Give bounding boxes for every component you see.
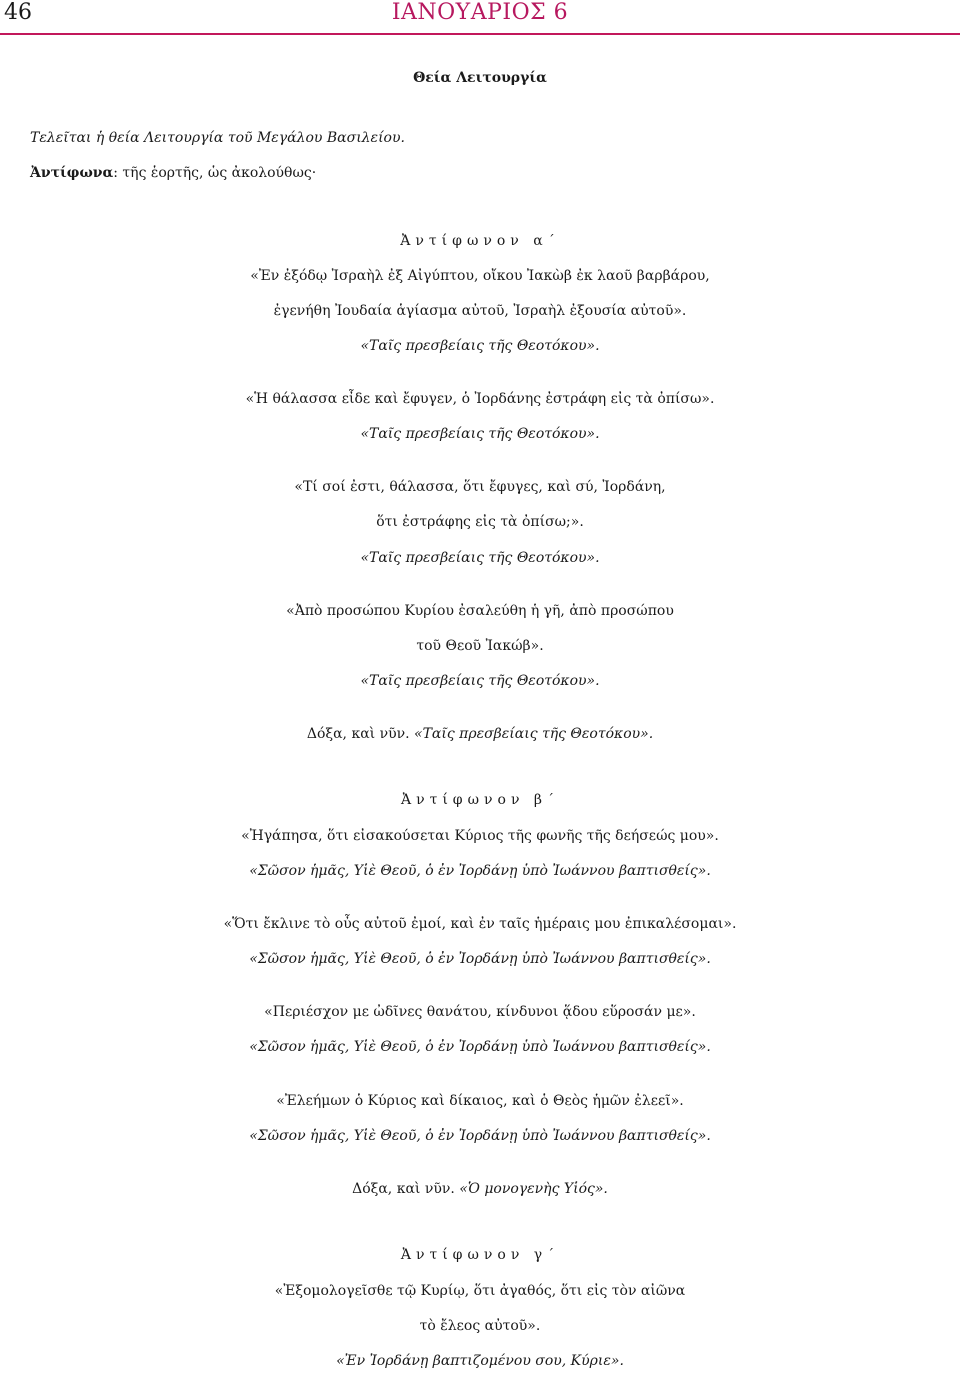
- refrain: «Σῶσον ἡμᾶς, Υἱὲ Θεοῦ, ὁ ἐν Ἰορδάνῃ ὑπὸ Ἰωάννου βαπτισθείς».: [249, 863, 711, 879]
- verse: «Ἀπὸ προσώπου Κυρίου ἐσαλεύθη ἡ γῆ, ἀπὸ προσώπου: [286, 603, 674, 619]
- header-rule: [0, 33, 960, 35]
- doxa-line: [0, 719, 960, 749]
- page-number: 46: [4, 0, 32, 25]
- verse: «Ὅτι ἔκλινε τὸ οὖς αὐτοῦ ἐμοί, καὶ ἐν ταῖς ἡμέραις μου ἐπικαλέσομαι».: [223, 916, 737, 932]
- verse: «Ἐλεήμων ὁ Κύριος καὶ δίκαιος, καὶ ὁ Θεὸς ἡμῶν ἐλεεῖ».: [276, 1093, 684, 1109]
- verse: ἐγενήθη Ἰουδαία ἁγίασμα αὐτοῦ, Ἰσραὴλ ἐξουσία αὐτοῦ».: [273, 303, 687, 319]
- doxa: Δόξα, καὶ νῦν.: [306, 726, 410, 742]
- refrain: «Σῶσον ἡμᾶς, Υἱὲ Θεοῦ, ὁ ἐν Ἰορδάνῃ ὑπὸ Ἰωάννου βαπτισθείς».: [249, 1039, 711, 1055]
- verse: τοῦ Θεοῦ Ἰακώβ».: [416, 638, 544, 654]
- antiphon-3-heading: Ἀντίφωνον γ΄: [400, 1247, 560, 1263]
- doxa-line: [0, 1174, 960, 1204]
- verse: «Ἐν ἐξόδῳ Ἰσραὴλ ἐξ Αἰγύπτου, οἴκου Ἰακὼβ ἐκ λαοῦ βαρβάρου,: [250, 268, 710, 284]
- antifona-label: Ἀντίφωνα: [30, 165, 114, 181]
- page-header: [0, 0, 960, 38]
- refrain: «Ταῖς πρεσβείαις τῆς Θεοτόκου».: [360, 426, 600, 442]
- refrain: «Ἐν Ἰορδάνῃ βαπτιζομένου σου, Κύριε».: [336, 1353, 624, 1369]
- refrain: «Ταῖς πρεσβείαις τῆς Θεοτόκου».: [360, 550, 600, 566]
- antifona-rest: : τῆς ἑορτῆς, ὡς ἀκολούθως·: [113, 165, 317, 181]
- verse: «Ἠγάπησα, ὅτι εἰσακούσεται Κύριος τῆς φωνῆς τῆς δεήσεώς μου».: [241, 828, 719, 844]
- verse: ὅτι ἐστράφης εἰς τὰ ὀπίσω;».: [376, 514, 584, 530]
- doxa-refrain: «Ταῖς πρεσβείαις τῆς Θεοτόκου».: [414, 726, 654, 742]
- verse: «Ἡ θάλασσα εἶδε καὶ ἔφυγεν, ὁ Ἰορδάνης ἐστράφη εἰς τὰ ὀπίσω».: [245, 391, 715, 407]
- doxa: Δόξα, καὶ νῦν.: [352, 1181, 455, 1197]
- antiphon-1-heading: Ἀντίφωνον α΄: [400, 233, 560, 249]
- refrain: «Ταῖς πρεσβείαις τῆς Θεοτόκου».: [360, 338, 600, 354]
- verse: «Ἐξομολογεῖσθε τῷ Κυρίῳ, ὅτι ἀγαθός, ὅτι εἰς τὸν αἰῶνα: [274, 1283, 686, 1299]
- refrain: «Ταῖς πρεσβείαις τῆς Θεοτόκου».: [360, 673, 600, 689]
- intro-line: Τελεῖται ἡ θεία Λειτουργία τοῦ Μεγάλου Βασιλείου.: [30, 130, 405, 146]
- verse: «Περιέσχον με ὠδῖνες θανάτου, κίνδυνοι ᾅδου εὕροσάν με».: [264, 1004, 696, 1020]
- doxa-refrain: «Ὁ μονογενὴς Υἱός».: [459, 1181, 608, 1197]
- antiphon-2-heading: Ἀντίφωνον β΄: [400, 792, 560, 808]
- refrain: «Σῶσον ἡμᾶς, Υἱὲ Θεοῦ, ὁ ἐν Ἰορδάνῃ ὑπὸ Ἰωάννου βαπτισθείς».: [249, 1128, 711, 1144]
- intro-antifona-line: [0, 158, 960, 188]
- verse: «Τί σοί ἐστι, θάλασσα, ὅτι ἔφυγες, καὶ σύ, Ἰορδάνη,: [294, 479, 666, 495]
- running-head: ΙΑΝΟΥΑΡΙΟΣ 6: [391, 0, 569, 25]
- refrain: «Σῶσον ἡμᾶς, Υἱὲ Θεοῦ, ὁ ἐν Ἰορδάνῃ ὑπὸ Ἰωάννου βαπτισθείς».: [249, 951, 711, 967]
- section-title: Θεία Λειτουργία: [413, 70, 547, 86]
- verse: τὸ ἔλεος αὐτοῦ».: [419, 1318, 541, 1334]
